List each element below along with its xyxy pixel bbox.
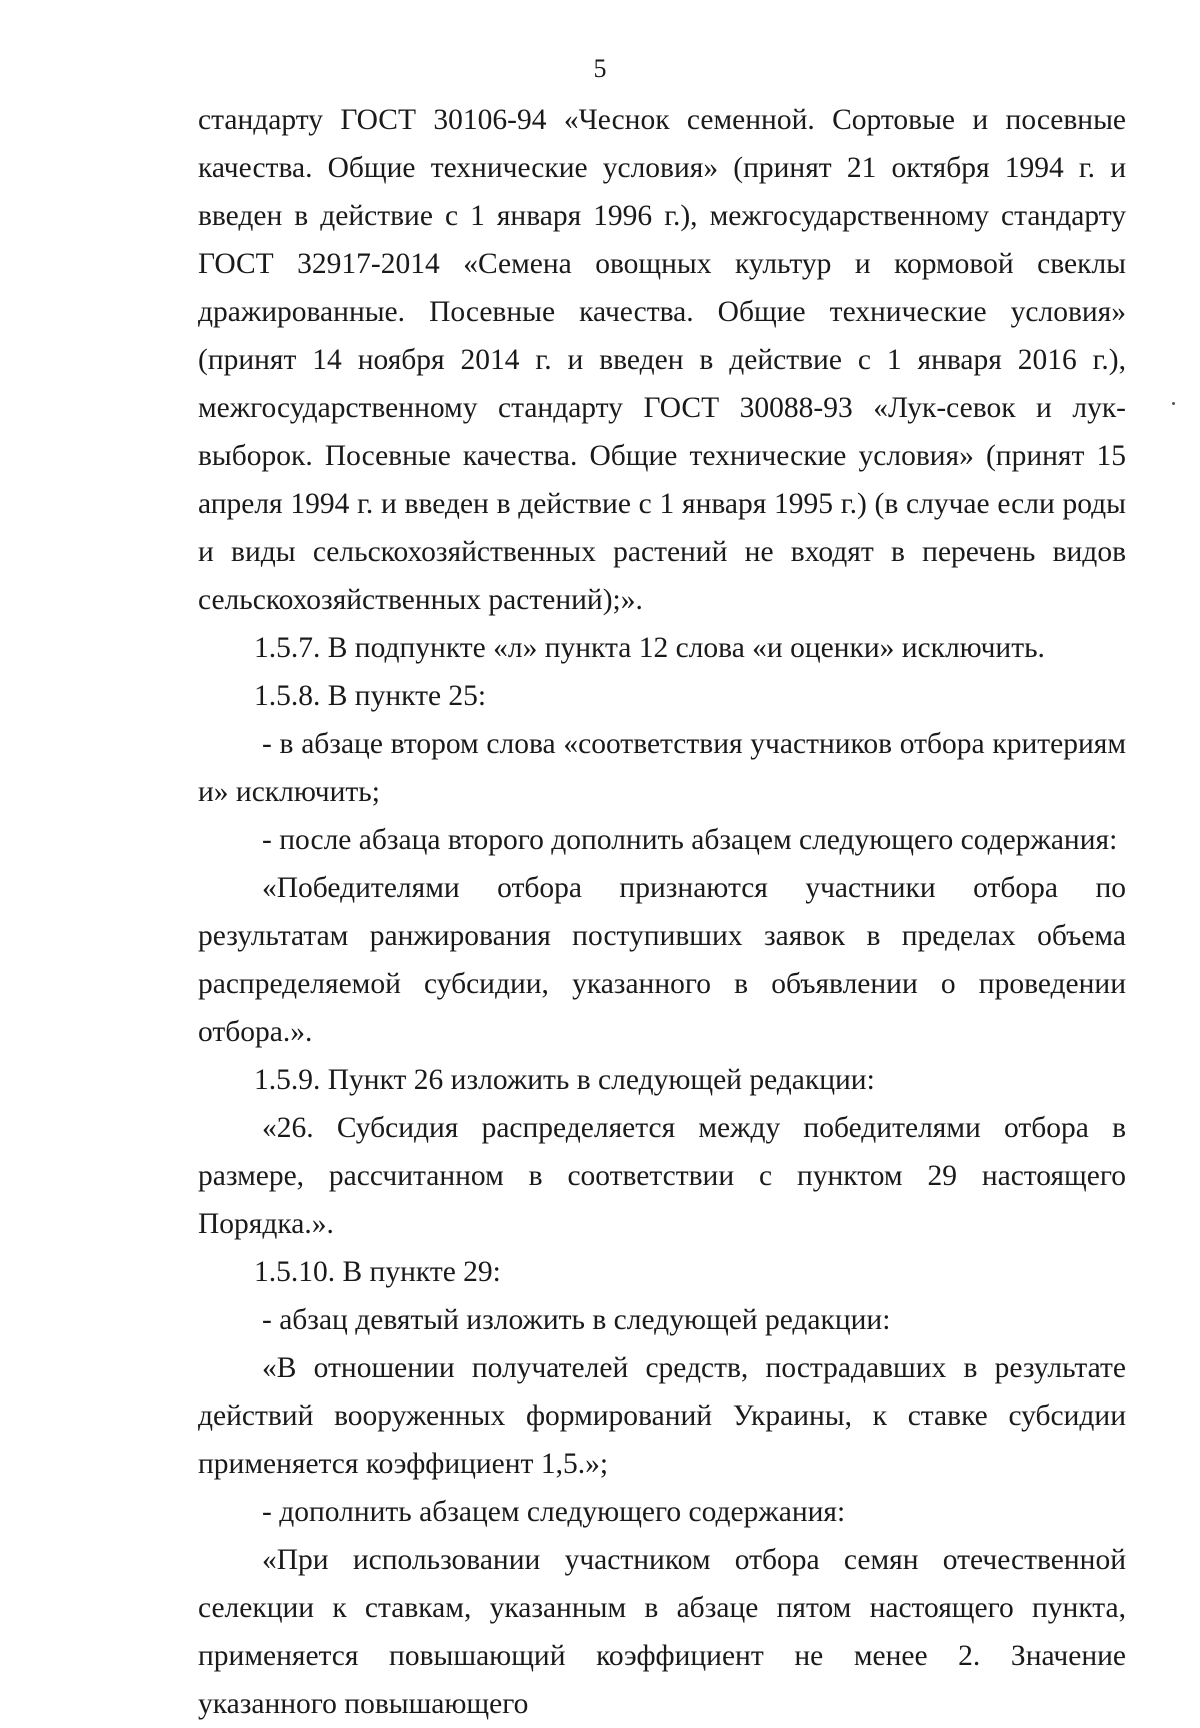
paragraph-winners-quote: «Победителями отбора признаются участники отбора по результатам ранжирования поступивших заявок в пределах объема распределяемой субсидии, указанного в объявлении о проведении отбора.».: [198, 872, 1126, 1048]
paragraph-point-26-quote: «26. Субсидия распределяется между победителями отбора в размере, рассчитанном в соответствии с пунктом 29 настоящего Порядка.».: [198, 1112, 1126, 1240]
document-body: [198, 96, 1126, 1728]
paragraph-gost-standards: стандарту ГОСТ 30106-94 «Чеснок семенной. Сортовые и посевные качества. Общие технические условия» (принят 21 октября 1994 г. и введен в действие с 1 января 1996 г.), межгосударственному стандарту ГОСТ 32917-2014 «Семена овощных культур и кормовой свеклы дражированные. Посевные качества. Общие технические условия» (принят 14 ноября 2014 г. и введен в действие с 1 января 2016 г.), межгосударственному стандарту ГОСТ 30088-93 «Лук-севок и лук-выборок. Посевные качества. Общие технические условия» (принят 15 апреля 1994 г. и введен в действие с 1 января 1995 г.) (в случае если роды и виды сельскохозяйственных растений не входят в перечень видов сельскохозяйственных растений);».: [198, 104, 1126, 616]
paragraph-abzac-9: - абзац девятый изложить в следующей редакции:: [262, 1304, 891, 1336]
paragraph-point-25-abzac-2: - в абзаце втором слова «соответствия участников отбора критериям и» исключить;: [198, 728, 1126, 808]
page-number: 5: [593, 54, 607, 83]
paragraph-coefficient-quote: «В отношении получателей средств, пострадавших в результате действий вооруженных формирований Украины, к ставке субсидии применяется коэффициент 1,5.»;: [198, 1352, 1126, 1480]
paragraph-1-5-10: 1.5.10. В пункте 29:: [254, 1256, 501, 1288]
paragraph-1-5-7: 1.5.7. В подпункте «л» пункта 12 слова «и оценки» исключить.: [254, 632, 1045, 664]
paragraph-point-25-add-abzac: - после абзаца второго дополнить абзацем следующего содержания:: [262, 824, 1118, 856]
paragraph-add-abzac: - дополнить абзацем следующего содержания:: [262, 1496, 846, 1528]
paragraph-1-5-9: 1.5.9. Пункт 26 изложить в следующей редакции:: [254, 1064, 875, 1096]
paragraph-1-5-8: 1.5.8. В пункте 25:: [254, 680, 487, 712]
paragraph-seeds-quote: «При использовании участником отбора семян отечественной селекции к ставкам, указанным в абзаце пятом настоящего пункта, применяется повышающий коэффициент не менее 2. Значение указанного повышающего: [198, 1544, 1126, 1720]
scan-speck: [1172, 402, 1175, 405]
